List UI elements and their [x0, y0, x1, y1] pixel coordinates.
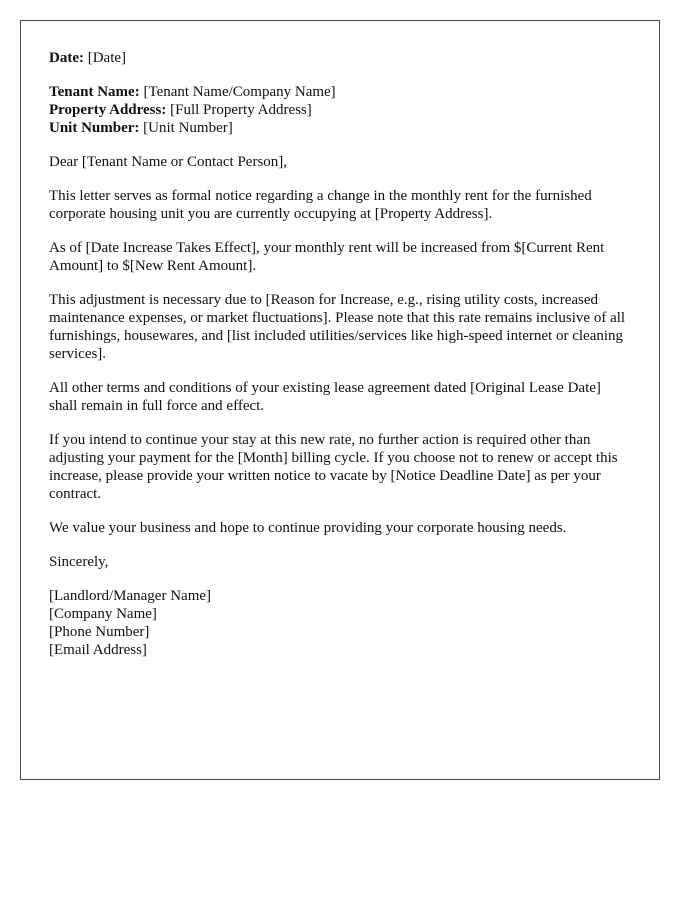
unit-number-label: Unit Number:: [49, 120, 140, 136]
signature-name: [Landlord/Manager Name]: [49, 588, 212, 604]
signature-email: [Email Address]: [49, 642, 147, 658]
body-paragraph: We value your business and hope to continue providing your corporate housing needs.: [49, 520, 567, 536]
closing: Sincerely,: [49, 554, 109, 570]
date-value: [Date]: [87, 50, 127, 66]
body-paragraph: As of [Date Increase Takes Effect], your monthly rent will be increased from $[Current Rent Amount] to $[New Rent Amount].: [49, 240, 605, 274]
signature-block: [49, 587, 631, 659]
property-address-value: [Full Property Address]: [170, 102, 312, 118]
tenant-name-line: [49, 83, 631, 101]
tenant-name-label: Tenant Name:: [49, 84, 140, 100]
unit-number-line: [49, 119, 631, 137]
salutation: Dear [Tenant Name or Contact Person],: [49, 154, 288, 170]
letter-document: [20, 20, 660, 780]
body-paragraph: This adjustment is necessary due to [Reason for Increase, e.g., rising utility costs, increased maintenance expenses, or market fluctuations]. Please note that this rate remains inclusive of all furnishings, housewares, and [list included utilities/services like high-speed internet or cleaning services].: [49, 292, 626, 362]
signature-phone: [Phone Number]: [49, 624, 150, 640]
property-address-label: Property Address:: [49, 102, 167, 118]
date-line: [49, 49, 631, 67]
body-paragraph: This letter serves as formal notice regarding a change in the monthly rent for the furnished corporate housing unit you are currently occupying at [Property Address].: [49, 188, 592, 222]
body-paragraph: If you intend to continue your stay at this new rate, no further action is required other than adjusting your payment for the [Month] billing cycle. If you choose not to renew or accept this increase, please provide your written notice to vacate by [Notice Deadline Date] as per your contract.: [49, 432, 618, 502]
tenant-name-value: [Tenant Name/Company Name]: [143, 84, 336, 100]
date-label: Date:: [49, 50, 84, 66]
body-paragraph: All other terms and conditions of your existing lease agreement dated [Original Lease Date] shall remain in full force and effect.: [49, 380, 601, 414]
tenant-info-block: [49, 83, 631, 137]
property-address-line: [49, 101, 631, 119]
signature-company: [Company Name]: [49, 606, 157, 622]
unit-number-value: [Unit Number]: [143, 120, 233, 136]
